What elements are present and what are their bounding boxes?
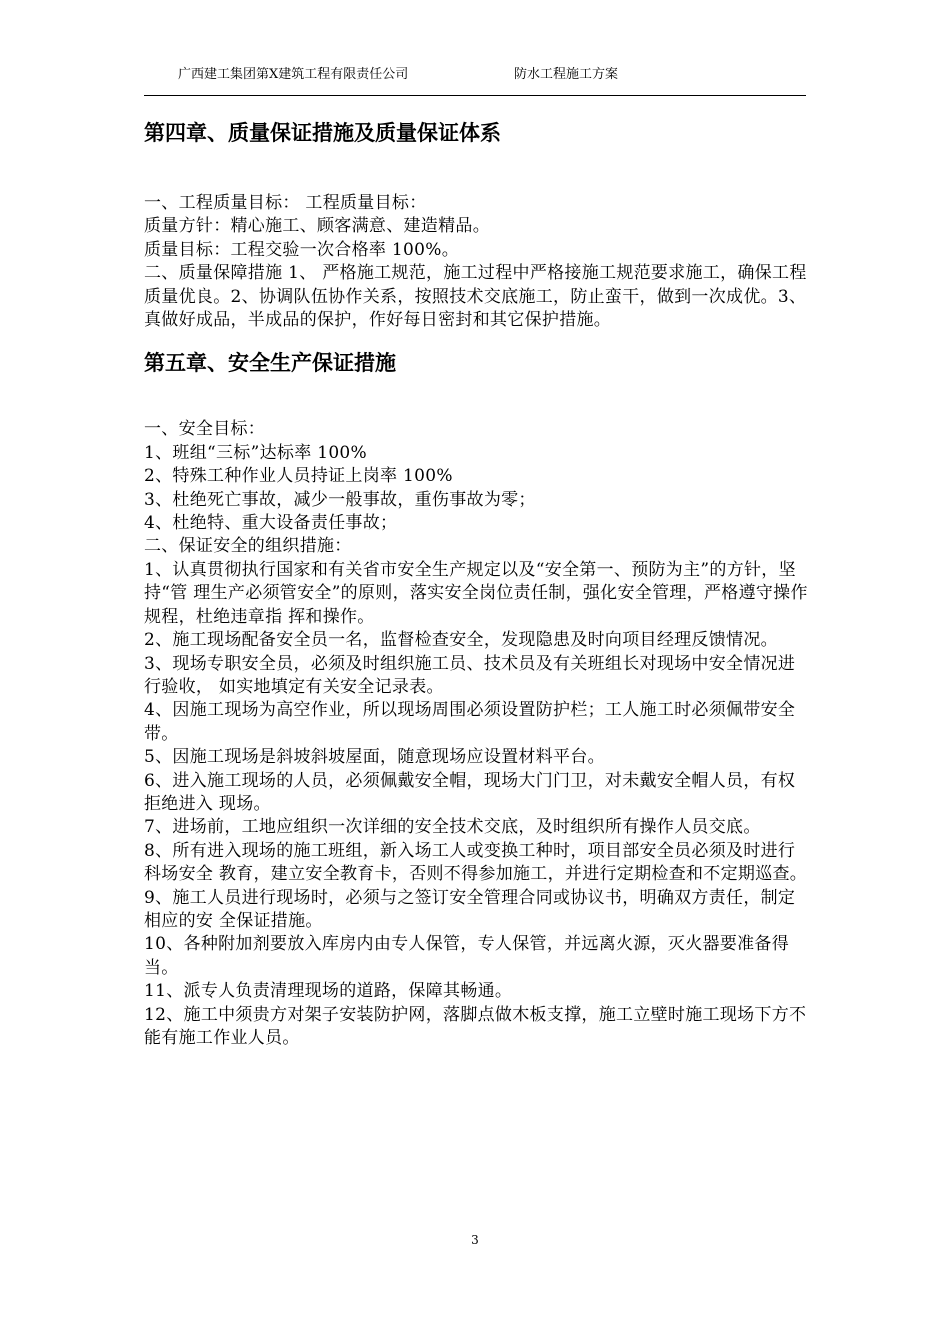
chapter-4-heading: 第四章、质量保证措施及质量保证体系 — [144, 121, 501, 145]
document-body — [144, 118, 810, 1050]
safety-measure-item: 11、派专人负责清理现场的道路，保障其畅通。 — [144, 981, 513, 1002]
safety-measure-item: 3、现场专职安全员，必须及时组织施工员、技术员及有关班组长对现场中安全情况进行验收， 如实地填定有关安全记录表。 — [144, 653, 796, 697]
safety-measure-item: 4、因施工现场为高空作业，所以现场周围必须设置防护栏；工人施工时必须佩带安全带。 — [144, 700, 796, 744]
safety-measure-item: 6、进入施工现场的人员，必须佩戴安全帽，现场大门门卫，对未戴安全帽人员，有权拒绝进入 现场。 — [144, 770, 796, 814]
safety-goal-item: 3、杜绝死亡事故，减少一般事故，重伤事故为零； — [144, 489, 536, 510]
quality-policy-line: 质量方针：精心施工、顾客满意、建造精品。 — [144, 216, 490, 237]
safety-measures-heading: 二、保证安全的组织措施： — [144, 536, 352, 557]
safety-goal-item: 2、特殊工种作业人员持证上岗率 100% — [144, 466, 453, 487]
header-company-name: 广西建工集团第X建筑工程有限责任公司 — [178, 67, 409, 82]
safety-goal-item: 4、杜绝特、重大设备责任事故； — [144, 513, 398, 534]
quality-goal-line: 一、工程质量目标： 工程质量目标： — [144, 193, 427, 213]
safety-measure-item: 5、因施工现场是斜坡斜坡屋面，随意现场应设置材料平台。 — [144, 747, 605, 768]
safety-goal-item: 1、班组“三标”达标率 100% — [144, 442, 368, 463]
quality-measures-paragraph: 二、质量保障措施 1、 严格施工规范，施工过程中严格接施工规范要求施工，确保工程质量优良。2、协调队伍协作关系，按照技术交底施工，防止蛮干，做到一次成优。3、真做好成品，半成品的保护，作好每日密封和其它保护措施。 — [144, 263, 807, 331]
page-header — [144, 66, 806, 96]
page-number: 3 — [471, 1233, 479, 1247]
safety-goal-heading: 一、安全目标： — [144, 419, 266, 440]
safety-measure-item: 7、进场前，工地应组织一次详细的安全技术交底，及时组织所有操作人员交底。 — [144, 817, 761, 838]
safety-measure-item: 8、所有进入现场的施工班组，新入场工人或变换工种时，项目部安全员必须及时进行科场安全 教育，建立安全教育卡，否则不得参加施工，并进行定期检查和不定期巡查。 — [144, 840, 808, 885]
safety-measure-item: 2、施工现场配备安全员一名，监督检查安全，发现隐患及时向项目经理反馈情况。 — [144, 630, 778, 651]
header-document-title: 防水工程施工方案 — [514, 67, 619, 82]
chapter-5-heading: 第五章、安全生产保证措施 — [144, 351, 396, 376]
quality-target-line: 质量目标：工程交验一次合格率 100%。 — [144, 239, 460, 260]
safety-measure-item: 10、各种附加剂要放入库房内由专人保管，专人保管，并远离火源，灭火器要准备得当。 — [144, 934, 790, 978]
safety-measure-item: 1、认真贯彻执行国家和有关省市安全生产规定以及“安全第一、预防为主”的方针，坚持“管 理生产必须管安全”的原则，落实安全岗位责任制，强化安全管理，严格遵守操作规程，杜绝违章指 挥和操作。 — [144, 559, 808, 627]
safety-measure-item: 9、施工人员进行现场时，必须与之签订安全管理合同或协议书，明确双方责任，制定相应的安 全保证措施。 — [144, 887, 796, 931]
safety-measure-item: 12、施工中须贵方对架子安装防护网，落脚点做木板支撑，施工立壁时施工现场下方不能有施工作业人员。 — [144, 1004, 807, 1048]
